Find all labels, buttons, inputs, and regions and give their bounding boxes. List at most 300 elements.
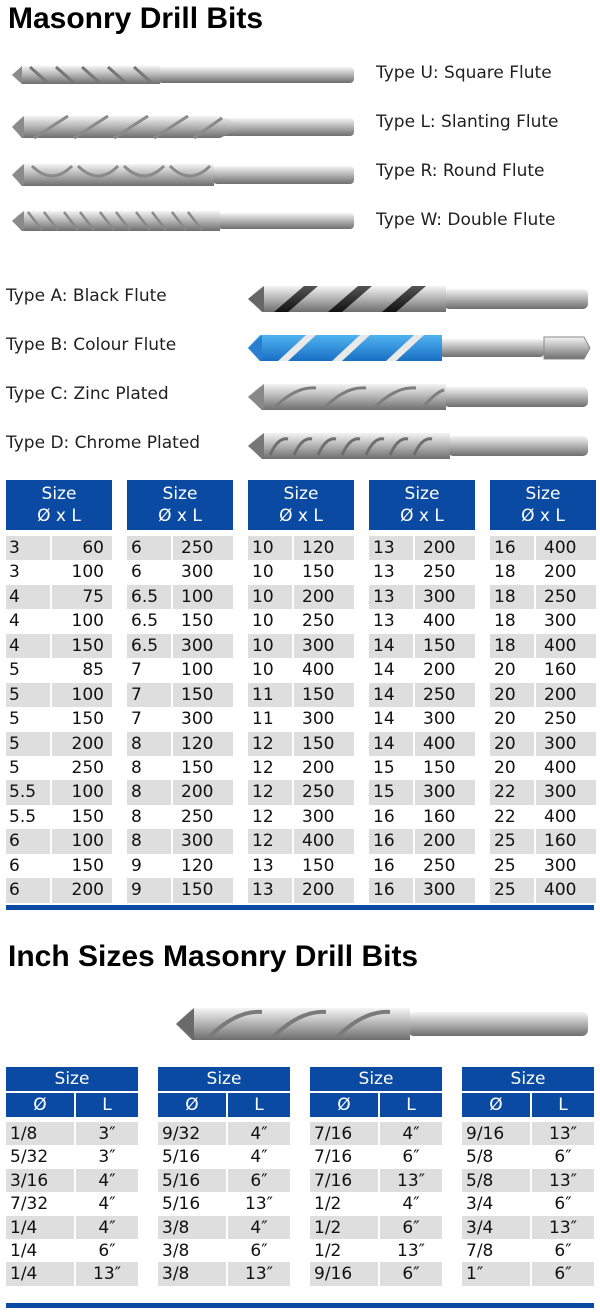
diameter-cell: 1/4 <box>6 1216 74 1239</box>
diameter-cell: 11 <box>252 709 274 730</box>
metric-header-size: Size <box>41 484 77 504</box>
table-row <box>369 780 475 804</box>
table-row <box>462 1239 594 1262</box>
diameter-cell: 7 <box>131 709 142 730</box>
length-cell: 4″ <box>76 1216 138 1239</box>
table-row <box>6 1262 138 1285</box>
inch-subheader <box>310 1093 442 1117</box>
diameter-cell: 6 <box>131 562 142 583</box>
diameter-cell: 8 <box>127 829 171 853</box>
diameter-cell: 3 <box>6 536 50 560</box>
length-cell: 300 <box>181 562 214 583</box>
type-u-label: Type U: Square Flute <box>376 63 552 83</box>
length-cell: 250 <box>423 855 456 876</box>
length-cell: 13″ <box>76 1262 138 1285</box>
table-row <box>6 609 112 633</box>
diameter-cell: 3/4 <box>466 1194 494 1215</box>
diameter-cell: 3/8 <box>162 1240 190 1261</box>
diameter-cell: 13 <box>373 562 395 583</box>
length-cell: 300 <box>544 611 577 632</box>
type-c-label: Type C: Zinc Plated <box>6 384 169 404</box>
length-cell: 300 <box>173 634 233 658</box>
diameter-cell: 5.5 <box>6 780 50 804</box>
length-cell: 300 <box>415 780 475 804</box>
type-b-label: Type B: Colour Flute <box>6 335 177 355</box>
inch-table-body <box>6 1122 138 1286</box>
table-row <box>248 560 354 584</box>
length-cell: 4″ <box>380 1122 442 1145</box>
table-row <box>369 585 475 609</box>
table-row <box>127 707 233 731</box>
diameter-cell: 9/16 <box>462 1122 530 1145</box>
diameter-cell: 11 <box>248 683 292 707</box>
length-cell: 200 <box>294 585 354 609</box>
length-cell: 100 <box>181 660 214 681</box>
diameter-cell: 16 <box>490 536 534 560</box>
diameter-cell: 4 <box>9 611 20 632</box>
drill-bit-type-w-image <box>8 208 358 234</box>
inch-table-body <box>462 1122 594 1286</box>
diameter-cell: 12 <box>248 829 292 853</box>
length-cell: 6″ <box>554 1240 572 1261</box>
table-row <box>248 658 354 682</box>
diameter-cell: 8 <box>131 806 142 827</box>
diameter-cell: 13 <box>248 878 292 902</box>
length-cell: 400 <box>544 806 577 827</box>
length-cell: 85 <box>82 660 104 681</box>
diameter-cell: 7 <box>131 660 142 681</box>
type-l-label: Type L: Slanting Flute <box>376 112 559 132</box>
length-cell: 400 <box>544 757 577 778</box>
diameter-cell: 8 <box>127 780 171 804</box>
length-cell: 150 <box>71 709 104 730</box>
table-row <box>6 658 112 682</box>
table-row <box>127 609 233 633</box>
table-row <box>310 1192 442 1215</box>
drill-bit-type-l-image <box>8 112 358 142</box>
length-cell: 120 <box>181 855 214 876</box>
table-row <box>127 732 233 756</box>
length-cell: 400 <box>423 611 456 632</box>
inch-table-body <box>158 1122 290 1286</box>
diameter-cell: 5/16 <box>158 1169 226 1192</box>
table-row <box>248 634 354 658</box>
length-cell: 6″ <box>554 1194 572 1215</box>
length-cell: 100 <box>173 585 233 609</box>
length-cell: 120 <box>294 536 354 560</box>
table-row <box>490 829 596 853</box>
length-cell: 150 <box>302 562 335 583</box>
table-row <box>248 707 354 731</box>
diameter-cell: 3/8 <box>158 1262 226 1285</box>
diameter-cell: 10 <box>252 611 274 632</box>
drill-bit-type-u-image <box>8 62 358 88</box>
table-row <box>158 1145 290 1168</box>
diameter-cell: 7 <box>127 683 171 707</box>
table-row <box>6 683 112 707</box>
table-row <box>462 1216 594 1239</box>
diameter-cell: 16 <box>369 829 413 853</box>
inch-section-divider <box>6 1303 594 1308</box>
metric-table-header <box>369 480 475 530</box>
table-row <box>127 585 233 609</box>
length-cell: 13″ <box>532 1216 594 1239</box>
length-cell: 250 <box>302 611 335 632</box>
diameter-cell: 6 <box>6 878 50 902</box>
diameter-cell: 25 <box>490 878 534 902</box>
diameter-cell: 14 <box>373 660 395 681</box>
table-row <box>127 878 233 902</box>
table-row <box>490 536 596 560</box>
diameter-cell: 18 <box>490 634 534 658</box>
diameter-cell: 10 <box>248 585 292 609</box>
table-row <box>6 1145 138 1168</box>
metric-header-size: Size <box>525 484 561 504</box>
diameter-cell: 10 <box>248 536 292 560</box>
inch-subheader <box>158 1093 290 1117</box>
length-cell: 150 <box>423 757 456 778</box>
table-row <box>310 1239 442 1262</box>
diameter-cell: 7/16 <box>310 1122 378 1145</box>
length-cell: 4″ <box>98 1194 116 1215</box>
diameter-cell: 5 <box>9 709 20 730</box>
metric-header-dims: Ø x L <box>279 506 323 526</box>
diameter-cell: 16 <box>373 806 395 827</box>
table-row <box>248 756 354 780</box>
length-cell: 150 <box>173 878 233 902</box>
table-row <box>369 732 475 756</box>
inch-drill-bit-image <box>172 1004 592 1044</box>
metric-table-header <box>6 480 112 530</box>
length-cell: 150 <box>52 634 112 658</box>
length-cell: 4″ <box>228 1216 290 1239</box>
length-cell: 150 <box>181 611 214 632</box>
length-cell: 13″ <box>397 1240 425 1261</box>
diameter-cell: 20 <box>494 709 516 730</box>
table-row <box>6 805 112 829</box>
diameter-cell: 18 <box>494 562 516 583</box>
table-row <box>310 1122 442 1145</box>
length-cell: 100 <box>71 611 104 632</box>
length-cell: 200 <box>536 683 596 707</box>
diameter-cell: 5 <box>9 757 20 778</box>
table-row <box>248 878 354 902</box>
table-row <box>127 658 233 682</box>
diameter-cell: 14 <box>369 634 413 658</box>
diameter-cell: 13 <box>373 611 395 632</box>
diameter-cell: 18 <box>494 611 516 632</box>
table-row <box>248 829 354 853</box>
diameter-cell: 16 <box>373 855 395 876</box>
diameter-cell: 25 <box>490 829 534 853</box>
table-row <box>462 1122 594 1145</box>
length-cell: 300 <box>173 829 233 853</box>
diameter-cell: 6 <box>9 855 20 876</box>
metric-size-table-1 <box>6 480 112 903</box>
length-cell: 250 <box>173 536 233 560</box>
diameter-cell: 5/32 <box>10 1147 49 1168</box>
table-row <box>369 536 475 560</box>
table-row <box>248 536 354 560</box>
inch-header-diameter: Ø <box>462 1093 530 1117</box>
table-row <box>6 1192 138 1215</box>
diameter-cell: 3/4 <box>462 1216 530 1239</box>
diameter-cell: 5/8 <box>462 1169 530 1192</box>
length-cell: 6″ <box>228 1169 290 1192</box>
diameter-cell: 4 <box>6 585 50 609</box>
length-cell: 200 <box>52 732 112 756</box>
length-cell: 300 <box>423 709 456 730</box>
length-cell: 6″ <box>380 1262 442 1285</box>
length-cell: 13″ <box>532 1169 594 1192</box>
length-cell: 100 <box>71 562 104 583</box>
length-cell: 13″ <box>245 1194 273 1215</box>
metric-header-size: Size <box>283 484 319 504</box>
length-cell: 200 <box>294 878 354 902</box>
inch-header-length: L <box>76 1093 138 1117</box>
type-a-label: Type A: Black Flute <box>6 286 167 306</box>
length-cell: 4″ <box>402 1194 420 1215</box>
table-row <box>490 634 596 658</box>
table-row <box>369 756 475 780</box>
diameter-cell: 6.5 <box>127 634 171 658</box>
length-cell: 400 <box>536 878 596 902</box>
table-row <box>248 854 354 878</box>
table-row <box>6 829 112 853</box>
length-cell: 75 <box>52 585 112 609</box>
table-row <box>6 707 112 731</box>
metric-table-header <box>127 480 233 530</box>
inch-header-diameter: Ø <box>158 1093 226 1117</box>
diameter-cell: 5.5 <box>9 806 37 827</box>
length-cell: 250 <box>181 806 214 827</box>
length-cell: 200 <box>52 878 112 902</box>
diameter-cell: 7/16 <box>314 1147 353 1168</box>
length-cell: 250 <box>536 585 596 609</box>
length-cell: 400 <box>536 536 596 560</box>
diameter-cell: 1/2 <box>314 1240 342 1261</box>
length-cell: 100 <box>52 780 112 804</box>
table-row <box>6 854 112 878</box>
length-cell: 4″ <box>76 1169 138 1192</box>
length-cell: 160 <box>423 806 456 827</box>
table-row <box>369 683 475 707</box>
length-cell: 150 <box>302 855 335 876</box>
diameter-cell: 6 <box>127 536 171 560</box>
table-row <box>490 609 596 633</box>
length-cell: 6″ <box>554 1147 572 1168</box>
table-row <box>369 878 475 902</box>
diameter-cell: 1/4 <box>6 1262 74 1285</box>
type-r-label: Type R: Round Flute <box>376 161 545 181</box>
table-row <box>6 560 112 584</box>
table-row <box>369 609 475 633</box>
length-cell: 200 <box>302 757 335 778</box>
diameter-cell: 3/16 <box>6 1169 74 1192</box>
length-cell: 300 <box>544 855 577 876</box>
length-cell: 300 <box>294 634 354 658</box>
diameter-cell: 6.5 <box>127 585 171 609</box>
diameter-cell: 6 <box>6 829 50 853</box>
length-cell: 120 <box>173 732 233 756</box>
inch-header-size: Size <box>462 1067 594 1091</box>
inch-size-table-2 <box>158 1067 290 1286</box>
table-row <box>369 560 475 584</box>
diameter-cell: 1/8 <box>6 1122 74 1145</box>
length-cell: 300 <box>415 878 475 902</box>
diameter-cell: 25 <box>494 855 516 876</box>
diameter-cell: 1/4 <box>10 1240 38 1261</box>
diameter-cell: 5 <box>6 683 50 707</box>
table-row <box>462 1145 594 1168</box>
table-row <box>6 1216 138 1239</box>
inch-header-size: Size <box>158 1067 290 1091</box>
table-row <box>127 536 233 560</box>
metric-table-body <box>369 536 475 903</box>
length-cell: 13″ <box>380 1169 442 1192</box>
diameter-cell: 20 <box>494 757 516 778</box>
table-row <box>490 560 596 584</box>
table-row <box>369 707 475 731</box>
metric-size-table-2 <box>127 480 233 903</box>
type-w-label: Type W: Double Flute <box>376 210 556 230</box>
drill-bit-type-a-image <box>244 282 592 316</box>
diameter-cell: 7/32 <box>10 1194 49 1215</box>
inch-header-size: Size <box>310 1067 442 1091</box>
length-cell: 160 <box>536 829 596 853</box>
length-cell: 200 <box>415 536 475 560</box>
diameter-cell: 20 <box>494 660 516 681</box>
metric-section-divider <box>6 905 594 910</box>
table-row <box>310 1145 442 1168</box>
length-cell: 6″ <box>380 1216 442 1239</box>
diameter-cell: 1/2 <box>310 1216 378 1239</box>
length-cell: 400 <box>536 634 596 658</box>
type-d-label: Type D: Chrome Plated <box>6 433 201 453</box>
metric-size-table-4 <box>369 480 475 903</box>
length-cell: 400 <box>415 732 475 756</box>
diameter-cell: 22 <box>490 780 534 804</box>
table-row <box>127 634 233 658</box>
inch-table-body <box>310 1122 442 1286</box>
diameter-cell: 4 <box>6 634 50 658</box>
table-row <box>490 658 596 682</box>
inch-size-table-4 <box>462 1067 594 1286</box>
diameter-cell: 7/8 <box>466 1240 494 1261</box>
table-row <box>127 560 233 584</box>
diameter-cell: 10 <box>248 634 292 658</box>
length-cell: 300 <box>536 732 596 756</box>
table-row <box>490 780 596 804</box>
diameter-cell: 15 <box>373 757 395 778</box>
metric-table-header <box>248 480 354 530</box>
table-row <box>369 634 475 658</box>
length-cell: 150 <box>173 683 233 707</box>
table-row <box>310 1216 442 1239</box>
drill-bit-type-d-image <box>244 429 592 463</box>
table-row <box>462 1169 594 1192</box>
table-row <box>248 805 354 829</box>
length-cell: 200 <box>415 829 475 853</box>
table-row <box>127 805 233 829</box>
length-cell: 200 <box>173 780 233 804</box>
diameter-cell: 14 <box>373 709 395 730</box>
inch-subheader <box>462 1093 594 1117</box>
length-cell: 4″ <box>250 1147 268 1168</box>
metric-header-size: Size <box>404 484 440 504</box>
diameter-cell: 14 <box>369 732 413 756</box>
length-cell: 250 <box>294 780 354 804</box>
page-title: Masonry Drill Bits <box>8 2 264 35</box>
table-row <box>310 1169 442 1192</box>
length-cell: 250 <box>544 709 577 730</box>
table-row <box>6 780 112 804</box>
diameter-cell: 9/32 <box>158 1122 226 1145</box>
length-cell: 4″ <box>228 1122 290 1145</box>
table-row <box>462 1192 594 1215</box>
table-row <box>158 1239 290 1262</box>
diameter-cell: 1″ <box>462 1262 530 1285</box>
table-row <box>6 1122 138 1145</box>
diameter-cell: 8 <box>127 732 171 756</box>
table-row <box>6 1239 138 1262</box>
diameter-cell: 18 <box>490 585 534 609</box>
table-row <box>6 585 112 609</box>
length-cell: 3″ <box>98 1147 116 1168</box>
diameter-cell: 15 <box>369 780 413 804</box>
table-row <box>6 634 112 658</box>
diameter-cell: 13 <box>252 855 274 876</box>
inch-size-table-1 <box>6 1067 138 1286</box>
length-cell: 6″ <box>98 1240 116 1261</box>
inch-header-diameter: Ø <box>310 1093 378 1117</box>
length-cell: 150 <box>294 683 354 707</box>
table-row <box>127 829 233 853</box>
table-row <box>248 585 354 609</box>
table-row <box>127 854 233 878</box>
table-row <box>127 756 233 780</box>
table-row <box>248 732 354 756</box>
inch-header-length: L <box>532 1093 594 1117</box>
metric-table-header <box>490 480 596 530</box>
length-cell: 300 <box>536 780 596 804</box>
length-cell: 150 <box>181 757 214 778</box>
diameter-cell: 7/16 <box>310 1169 378 1192</box>
table-row <box>158 1262 290 1285</box>
inch-header-size: Size <box>6 1067 138 1091</box>
length-cell: 200 <box>423 660 456 681</box>
length-cell: 6″ <box>532 1262 594 1285</box>
inch-size-table-3 <box>310 1067 442 1286</box>
length-cell: 400 <box>302 660 335 681</box>
length-cell: 300 <box>181 709 214 730</box>
table-row <box>6 732 112 756</box>
metric-header-dims: Ø x L <box>37 506 81 526</box>
table-row <box>127 683 233 707</box>
table-row <box>158 1169 290 1192</box>
length-cell: 100 <box>52 683 112 707</box>
metric-header-dims: Ø x L <box>400 506 444 526</box>
length-cell: 400 <box>294 829 354 853</box>
table-row <box>6 756 112 780</box>
diameter-cell: 5/8 <box>466 1147 494 1168</box>
length-cell: 6″ <box>402 1147 420 1168</box>
table-row <box>490 732 596 756</box>
diameter-cell: 12 <box>252 757 274 778</box>
metric-table-body <box>127 536 233 903</box>
diameter-cell: 9/16 <box>310 1262 378 1285</box>
diameter-cell: 14 <box>369 683 413 707</box>
